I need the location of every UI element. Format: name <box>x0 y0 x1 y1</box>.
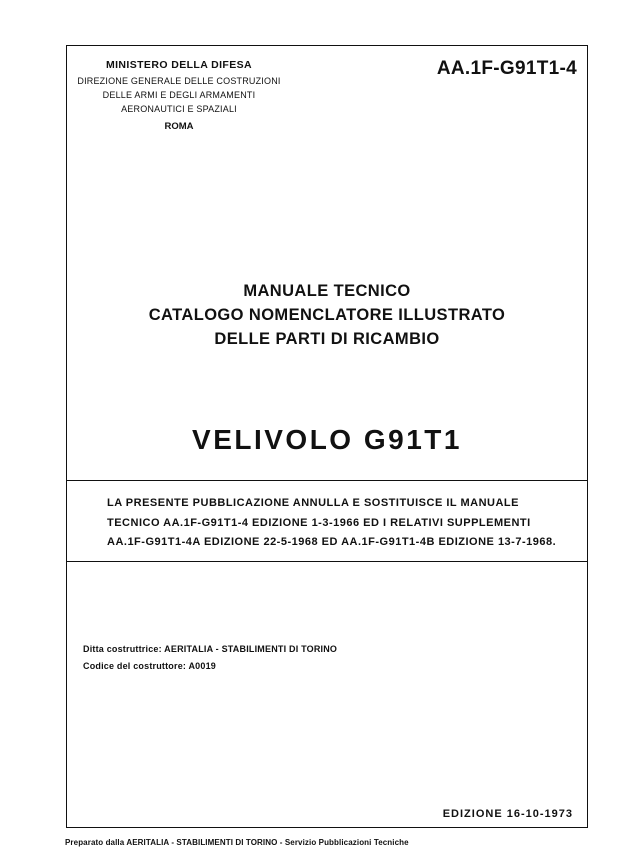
title-line-2: CATALOGO NOMENCLATORE ILLUSTRATO <box>148 306 506 324</box>
direction-line-3: AERONAUTICI E SPAZIALI <box>121 104 237 114</box>
edition-date: EDIZIONE 16-10-1973 <box>442 808 573 820</box>
document-code: AA.1F-G91T1-4 <box>436 58 577 79</box>
title-line-3: DELLE PARTI DI RICAMBIO <box>214 330 440 348</box>
aircraft-title: VELIVOLO G91T1 <box>192 424 462 455</box>
footer-credit: Preparato dalla AERITALIA - STABILIMENTI DI TORINO - Servizio Pubblicazioni Tecniche <box>65 838 409 847</box>
divider-bottom <box>67 561 587 562</box>
ministry-name: MINISTERO DELLA DIFESA <box>105 59 253 71</box>
manufacturer-code: Codice del costruttore: A0019 <box>83 661 216 671</box>
divider-top <box>67 480 587 481</box>
notice-line-3: AA.1F-G91T1-4A EDIZIONE 22-5-1968 ED AA.1F-G91T1-4B EDIZIONE 13-7-1968. <box>107 536 557 548</box>
notice-line-2: TECNICO AA.1F-G91T1-4 EDIZIONE 1-3-1966 ED I RELATIVI SUPPLEMENTI <box>107 517 531 529</box>
city-name: ROMA <box>164 121 194 132</box>
direction-line-2: DELLE ARMI E DEGLI ARMAMENTI <box>102 90 256 100</box>
direction-line-1: DIREZIONE GENERALE DELLE COSTRUZIONI <box>77 76 281 86</box>
title-line-1: MANUALE TECNICO <box>243 282 411 300</box>
manufacturer-company: Ditta costruttrice: AERITALIA - STABILIMENTI DI TORINO <box>83 644 338 654</box>
notice-line-1: LA PRESENTE PUBBLICAZIONE ANNULLA E SOSTITUISCE IL MANUALE <box>107 497 519 509</box>
page-frame <box>66 45 588 828</box>
